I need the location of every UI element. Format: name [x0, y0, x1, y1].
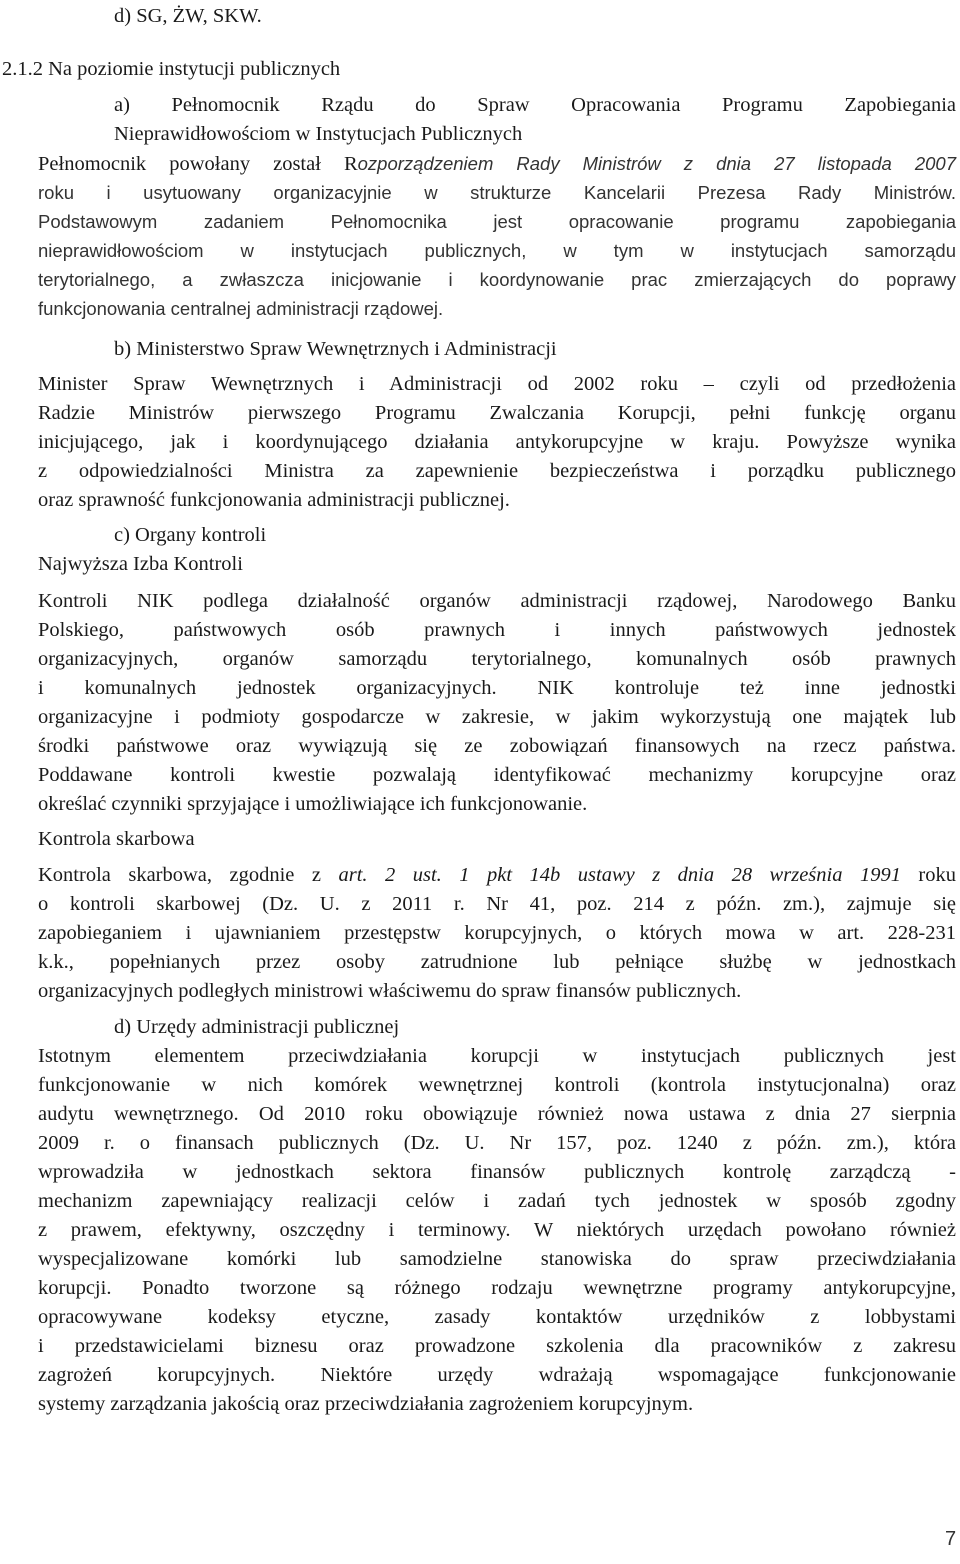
- paragraph-nik-line7: Poddawane kontroli kwestie pozwalają identyfikować mechanizmy korupcyjne oraz: [38, 764, 956, 786]
- paragraph-ks-line3: zapobieganiem i ujawnianiem przestępstw korupcyjnych, o których mowa w art. 228-231: [38, 922, 956, 944]
- subheading-a-line1: a) Pełnomocnik Rządu do Spraw Opracowania Programu Zapobiegania: [114, 94, 956, 116]
- paragraph-nik-line2: Polskiego, państwowych osób prawnych i innych państwowych jednostek: [38, 619, 956, 641]
- paragraph-b-line5: oraz sprawność funkcjonowania administracji publicznej.: [38, 489, 510, 511]
- paragraph-b-line4: z odpowiedzialności Ministra za zapewnienie bezpieczeństwa i porządku publicznego: [38, 460, 956, 482]
- paragraph-ks-line4: k.k., popełnianych przez osoby zatrudnione lub pełniące służbę w jednostkach: [38, 951, 956, 973]
- paragraph-d-line8: wyspecjalizowane komórki lub samodzielne stanowiska do spraw przeciwdziałania: [38, 1248, 956, 1270]
- subheading-nik: Najwyższa Izba Kontroli: [38, 553, 243, 575]
- paragraph-d-line13: systemy zarządzania jakością oraz przeciwdziałania zagrożeniem korupcyjnym.: [38, 1393, 694, 1415]
- paragraph-a-line3: Podstawowym zadaniem Pełnomocnika jest opracowanie programu zapobiegania: [38, 211, 956, 232]
- paragraph-a-line1: Pełnomocnik powołany został Rozporządzeniem Rady Ministrów z dnia 27 listopada 2007: [38, 153, 956, 175]
- paragraph-nik-line5: organizacyjne i podmioty gospodarcze w zakresie, w jakim wykorzystują one majątek lub: [38, 706, 956, 728]
- paragraph-nik-line3: organizacyjnych, organów samorządu terytorialnego, komunalnych osób prawnych: [38, 648, 956, 670]
- subheading-kontrola-skarbowa: Kontrola skarbowa: [38, 828, 195, 850]
- section-heading-2-1-2: 2.1.2 Na poziomie instytucji publicznych: [2, 58, 341, 80]
- paragraph-d-line10: opracowywane kodeksy etyczne, zasady kontaktów urzędników z lobbystami: [38, 1306, 956, 1328]
- paragraph-d-line4: 2009 r. o finansach publicznych (Dz. U. Nr 157, poz. 1240 z późn. zm.), która: [38, 1132, 956, 1154]
- subheading-d: d) Urzędy administracji publicznej: [114, 1016, 400, 1038]
- paragraph-nik-line1: Kontroli NIK podlega działalność organów administracji rządowej, Narodowego Banku: [38, 590, 956, 612]
- paragraph-ks-line1: Kontrola skarbowa, zgodnie z art. 2 ust. 1 pkt 14b ustawy z dnia 28 września 1991 roku: [38, 864, 957, 886]
- paragraph-d-line7: z prawem, efektywny, oszczędny i terminowy. W niektórych urzędach powołano również: [38, 1219, 956, 1241]
- paragraph-d-line9: korupcji. Ponadto tworzone są różnego rodzaju wewnętrzne programy antykorupcyjne,: [38, 1277, 956, 1299]
- paragraph-d-line2: funkcjonowanie w nich komórek wewnętrznej kontroli (kontrola instytucjonalna) oraz: [38, 1074, 956, 1096]
- paragraph-d-line1: Istotnym elementem przeciwdziałania korupcji w instytucjach publicznych jest: [38, 1045, 956, 1067]
- paragraph-a-line5: terytorialnego, a zwłaszcza inicjowanie i koordynowanie prac zmierzających do poprawy: [38, 269, 956, 290]
- paragraph-a-line6: funkcjonowania centralnej administracji rządowej.: [38, 298, 444, 319]
- page-number: 7: [945, 1528, 957, 1550]
- list-item-d-prev: d) SG, ŻW, SKW.: [114, 5, 262, 27]
- paragraph-a-line2: roku i usytuowany organizacyjnie w strukturze Kancelarii Prezesa Rady Ministrów.: [38, 182, 956, 203]
- paragraph-a-line4: nieprawidłowościom w instytucjach publicznych, w tym w instytucjach samorządu: [38, 240, 956, 261]
- paragraph-nik-line8: określać czynniki sprzyjające i umożliwiające ich funkcjonowanie.: [38, 793, 588, 815]
- paragraph-d-line3: audytu wewnętrznego. Od 2010 roku obowiązuje również nowa ustawa z dnia 27 sierpnia: [38, 1103, 956, 1125]
- paragraph-d-line12: zagrożeń korupcyjnych. Niektóre urzędy wdrażają wspomagające funkcjonowanie: [38, 1364, 956, 1386]
- paragraph-b-line2: Radzie Ministrów pierwszego Programu Zwalczania Korupcji, pełni funkcję organu: [38, 402, 956, 424]
- paragraph-nik-line6: środki państwowe oraz wywiązują się ze zobowiązań finansowych na rzecz państwa.: [38, 735, 956, 757]
- paragraph-d-line5: wprowadziła w jednostkach sektora finansów publicznych kontrolę zarządczą -: [38, 1161, 956, 1183]
- paragraph-d-line6: mechanizm zapewniający realizacji celów i zadań tych jednostek w sposób zgodny: [38, 1190, 956, 1212]
- paragraph-b-line3: inicjującego, jak i koordynującego działania antykorupcyjne w kraju. Powyższe wynika: [38, 431, 956, 453]
- subheading-a-line2: Nieprawidłowościom w Instytucjach Publicznych: [114, 123, 523, 145]
- subheading-b: b) Ministerstwo Spraw Wewnętrznych i Administracji: [114, 338, 557, 360]
- paragraph-d-line11: i przedstawicielami biznesu oraz prowadzone szkolenia dla pracowników z zakresu: [38, 1335, 956, 1357]
- paragraph-ks-line5: organizacyjnych podległych ministrowi właściwemu do spraw finansów publicznych.: [38, 980, 742, 1002]
- subheading-c: c) Organy kontroli: [114, 524, 267, 546]
- paragraph-b-line1: Minister Spraw Wewnętrznych i Administracji od 2002 roku – czyli od przedłożenia: [38, 373, 956, 395]
- paragraph-nik-line4: i komunalnych jednostek organizacyjnych. NIK kontroluje też inne jednostki: [38, 677, 956, 699]
- paragraph-ks-line2: o kontroli skarbowej (Dz. U. z 2011 r. Nr 41, poz. 214 z późn. zm.), zajmuje się: [38, 893, 956, 915]
